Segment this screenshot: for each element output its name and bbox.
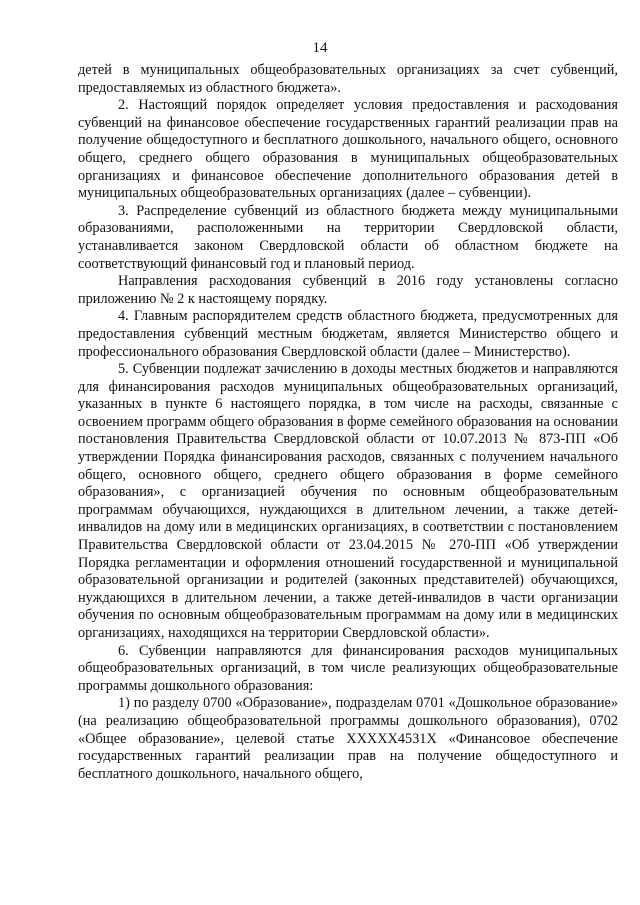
- paragraph-5: 5. Субвенции подлежат зачислению в доходы местных бюджетов и направляются для финансирования расходов муниципальных общеобразовательных организаций, указанных в пункте 6 настоящего порядка, в том числе на расходы, связанные с освоением программ общего образования в форме семейного образования на основании постановления Правительства Свердловской области от 10.07.2013 № 873-ПП «Об утверждении Порядка финансирования расходов, связанных с получением начального общего, основного общего, среднего общего образования в форме семейного образования», с организацией обучения по основным общеобразовательным программам обучающихся, нуждающихся в длительном лечении, а также детей-инвалидов на дому или в медицинских организациях, в соответствии с постановлением Правительства Свердловской области от 23.04.2015 № 270-ПП «Об утверждении Порядка регламентации и оформления отношений государственной и муниципальной образовательной организации и родителей (законных представителей) обучающихся, нуждающихся в длительном лечении, а также детей-инвалидов в части организации обучения по основным общеобразовательным программам на дому или в медицинских организациях, находящихся на территории Свердловской области».: [78, 361, 618, 641]
- paragraph-3: 3. Распределение субвенций из областного бюджета между муниципальными образованиями, расположенными на территории Свердловской области, устанавливается законом Свердловской области об областном бюджете на соответствующий финансовый год и плановый период.: [78, 202, 618, 272]
- document-body: [78, 62, 618, 783]
- paragraph-6: 6. Субвенции направляются для финансирования расходов муниципальных общеобразовательных организаций, в том числе реализующих общеобразовательные программы дошкольного образования:: [78, 642, 618, 694]
- paragraph-2: 2. Настоящий порядок определяет условия предоставления и расходования субвенций на финансовое обеспечение государственных гарантий реализации прав на получение общедоступного и бесплатного дошкольного, начального общего, основного общего, среднего общего образования в муниципальных общеобразовательных организациях и финансовое обеспечение дополнительного образования детей в муниципальных общеобразовательных организациях (далее – субвенции).: [78, 97, 618, 202]
- paragraph-6-item-1: 1) по разделу 0700 «Образование», подразделам 0701 «Дошкольное образование» (на реализацию общеобразовательной программы дошкольного образования), 0702 «Общее образование», целевой статье ХХХХХ4531Х «Финансовое обеспечение государственных гарантий реализации прав на получение общедоступного и бесплатного дошкольного, начального общего,: [78, 695, 618, 782]
- page-number: 14: [312, 40, 328, 56]
- paragraph-3-directions: Направления расходования субвенций в 2016 году установлены согласно приложению № 2 к настоящему порядку.: [78, 273, 618, 307]
- paragraph-4: 4. Главным распорядителем средств областного бюджета, предусмотренных для предоставления субвенций местным бюджетам, является Министерство общего и профессионального образования Свердловской области (далее – Министерство).: [78, 308, 618, 360]
- paragraph-continuation: детей в муниципальных общеобразовательных организациях за счет субвенций, предоставляемых из областного бюджета».: [78, 62, 618, 96]
